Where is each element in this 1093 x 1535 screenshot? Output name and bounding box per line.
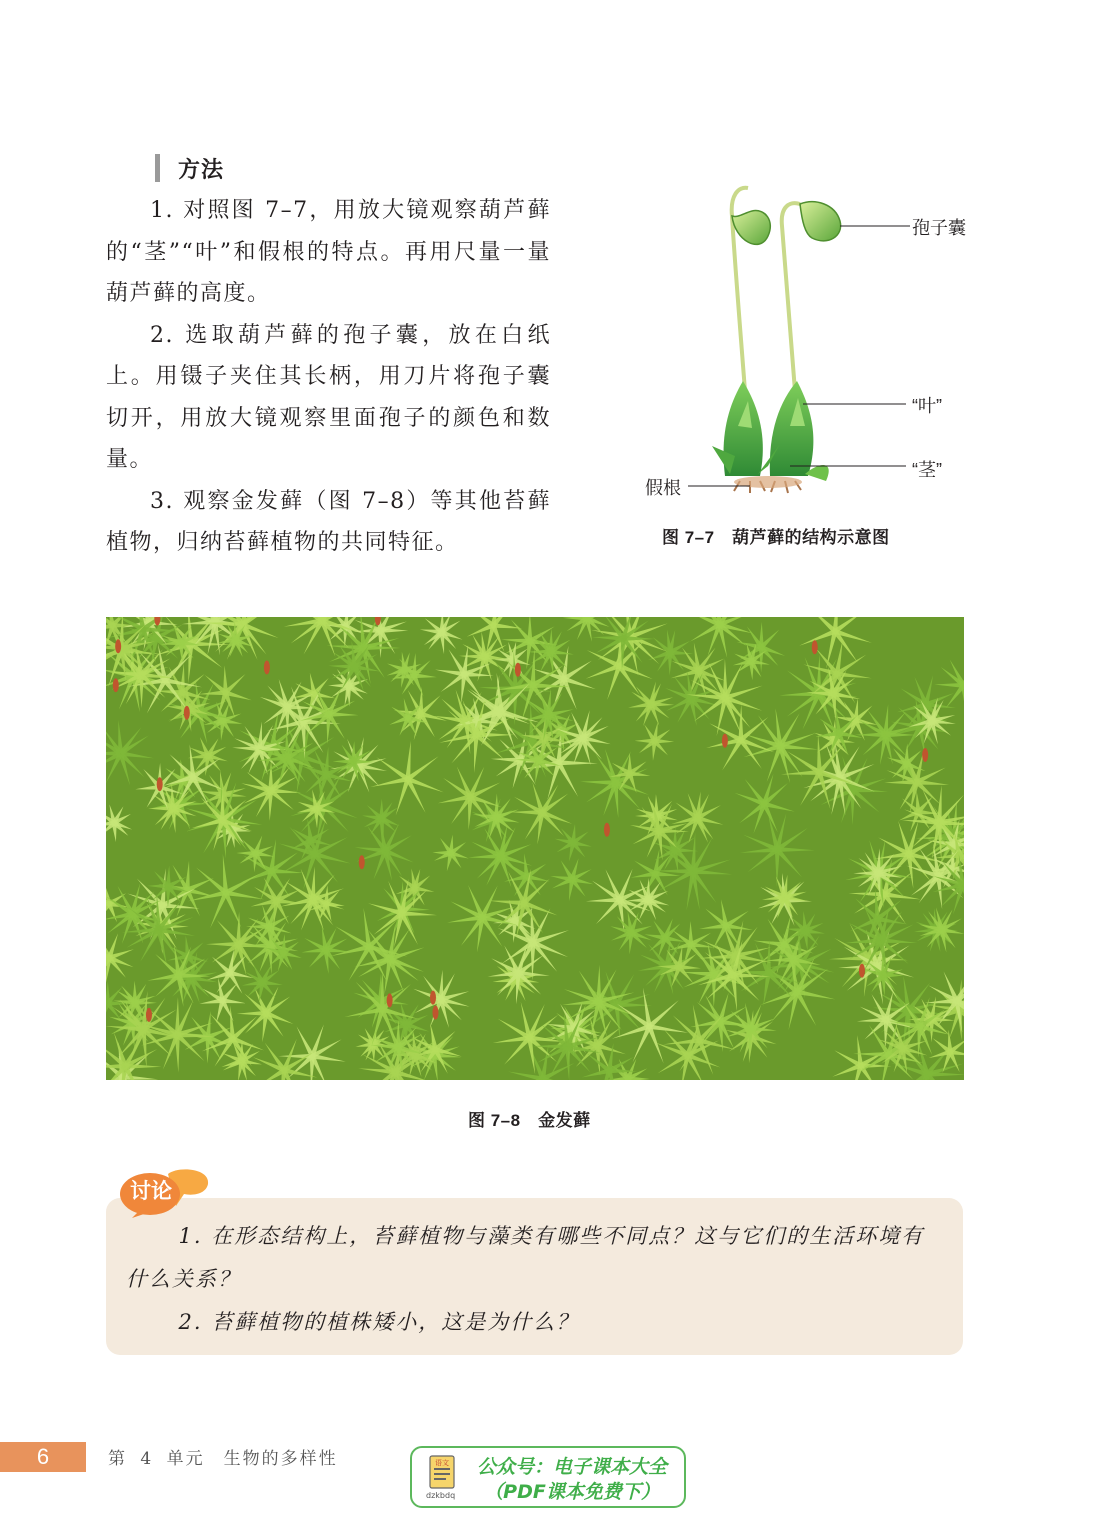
- discussion-question-1: 1. 在形态结构上，苔藓植物与藻类有哪些不同点？这与它们的生活环境有什么关系？: [126, 1224, 925, 1291]
- label-leaf: “叶”: [912, 396, 942, 416]
- watermark-sub: dzkbdq: [426, 1491, 456, 1500]
- discussion-badge-label: 讨论: [130, 1179, 172, 1203]
- book-icon-text: 语文: [435, 1459, 449, 1467]
- unit-title: 第 4 单元 生物的多样性: [108, 1449, 338, 1469]
- discussion-questions: [126, 1215, 946, 1344]
- label-stem: “茎”: [912, 460, 942, 480]
- discussion-question-2: 2. 苔藓植物的植株矮小，这是为什么？: [178, 1310, 580, 1334]
- watermark-line-1: 公众号：电子课本大全: [476, 1456, 667, 1478]
- method-step-1: 1. 对照图 7–7，用放大镜观察葫芦藓的“茎”“叶”和假根的特点。再用尺量一量葫芦藓的高度。: [106, 198, 551, 306]
- figure-7-7-caption: 图 7–7 葫芦藓的结构示意图: [662, 528, 890, 547]
- watermark-line-2: （PDF课本免费下）: [484, 1481, 660, 1503]
- watermark-stamp: [410, 1446, 686, 1508]
- method-step-3: 3. 观察金发藓（图 7–8）等其他苔藓植物，归纳苔藓植物的共同特征。: [106, 488, 551, 555]
- label-rhizoid: 假根: [645, 478, 681, 498]
- figure-7-7: [640, 176, 985, 506]
- heading-bar: [155, 154, 160, 182]
- method-step-2: 2. 选取葫芦藓的孢子囊，放在白纸上。用镊子夹住其长柄，用刀片将孢子囊切开，用放大镜观察里面孢子的颜色和数量。: [106, 322, 551, 472]
- figure-7-8-caption: 图 7–8 金发藓: [468, 1111, 591, 1130]
- label-capsule: 孢子囊: [912, 218, 966, 238]
- method-steps: [106, 190, 551, 564]
- book-icon: [428, 1454, 458, 1494]
- page-number: 6: [0, 1442, 86, 1472]
- moss-photo: [106, 617, 964, 1080]
- method-title: 方法: [178, 157, 225, 183]
- method-heading: [155, 150, 224, 186]
- moss-photo-image: [106, 617, 964, 1080]
